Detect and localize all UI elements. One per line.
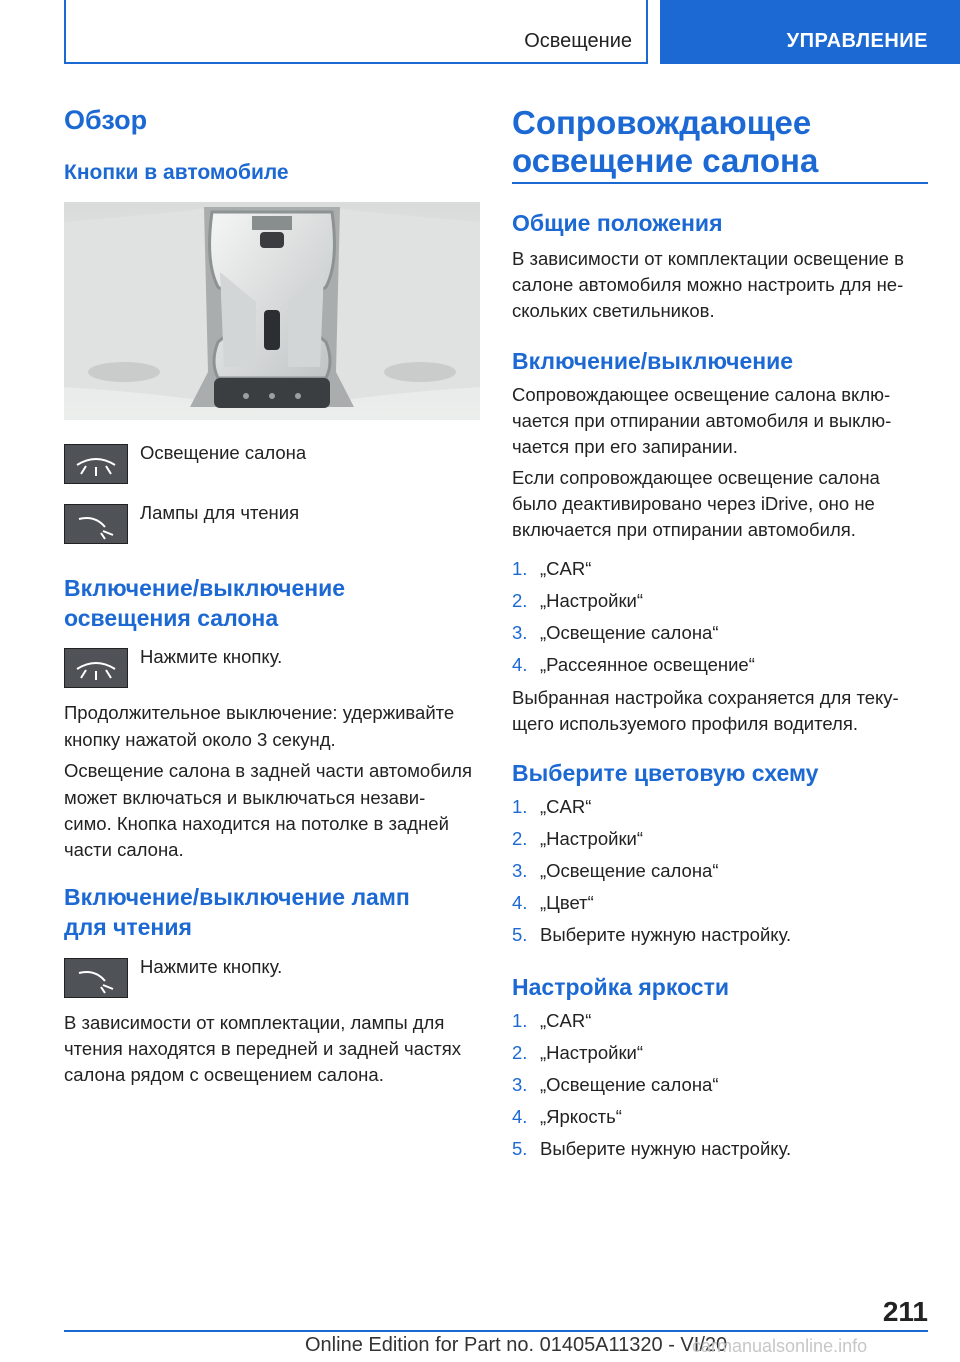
- heading-interior-onoff-line2: освещения салона: [64, 605, 279, 631]
- list-number: 4.: [512, 1106, 528, 1127]
- list-text: „CAR“: [540, 796, 592, 817]
- paragraph-line: может включаться и выключаться незави‐: [64, 787, 426, 808]
- list-text: „Настройки“: [540, 1042, 644, 1063]
- press-button-text: Нажмите кнопку.: [140, 956, 283, 977]
- paragraph-line: Освещение салона в задней части автомобиля: [64, 760, 472, 781]
- page-number: 211: [882, 1296, 928, 1327]
- ceiling-console-photo: [64, 202, 480, 420]
- list-number: 2.: [512, 1042, 528, 1063]
- paragraph-line: кнопку нажатой около 3 секунд.: [64, 729, 336, 750]
- header-section-box: [64, 0, 648, 64]
- paragraph-line: симо. Кнопка находится на потолке в задней: [64, 813, 449, 834]
- list-text: „Освещение салона“: [540, 860, 719, 881]
- list-number: 1.: [512, 558, 528, 579]
- list-item: [512, 1136, 791, 1168]
- header-chapter-title: УПРАВЛЕНИЕ: [786, 30, 928, 52]
- list-number: 2.: [512, 828, 528, 849]
- steps-list-color: [512, 794, 791, 954]
- list-text: „CAR“: [540, 558, 592, 579]
- list-item: [512, 890, 791, 922]
- heading-rule: [512, 182, 928, 184]
- reading-light-button-icon: [64, 958, 128, 998]
- list-number: 3.: [512, 1074, 528, 1095]
- paragraph-line: Если сопровождающее освещение салона: [512, 467, 880, 488]
- footer-watermark: carmanualsonline.info: [692, 1336, 868, 1356]
- paragraph-line: В зависимости от комплектации, лампы для: [64, 1012, 445, 1033]
- list-text: Выберите нужную настройку.: [540, 924, 792, 945]
- list-number: 5.: [512, 1138, 528, 1159]
- header-chapter-tab[interactable]: [660, 0, 960, 64]
- footer-edition: Online Edition for Part no. 01405A11320 - VI/20: [305, 1334, 728, 1356]
- ceiling-console-illustration: [64, 202, 480, 420]
- heading-reading-onoff-line1: Включение/выключение ламп: [64, 884, 410, 910]
- list-item: [512, 588, 755, 620]
- list-text: „Яркость“: [540, 1106, 622, 1127]
- list-number: 4.: [512, 892, 528, 913]
- reading-light-button-icon: [64, 504, 128, 544]
- heading-accompanying-light-line1: Сопровождающее: [512, 104, 812, 141]
- paragraph-line: салоне автомобиля можно настроить для не‐: [512, 274, 904, 295]
- list-text: „Цвет“: [540, 892, 594, 913]
- interior-light-button-icon: [64, 444, 128, 484]
- paragraph-line: Сопровождающее освещение салона вклю‐: [512, 384, 891, 405]
- paragraph-line: Выбранная настройка сохраняется для теку‐: [512, 687, 899, 708]
- paragraph-line: чтения находятся в передней и задней частях: [64, 1038, 461, 1059]
- interior-light-button-icon: [64, 648, 128, 688]
- paragraph-line: Продолжительное выключение: удерживайте: [64, 702, 455, 723]
- list-item: [512, 1040, 791, 1072]
- heading-color-scheme: Выберите цветовую схему: [512, 760, 819, 786]
- list-item: [512, 556, 755, 588]
- list-number: 5.: [512, 924, 528, 945]
- paragraph-line: щего используемого профиля водителя.: [512, 713, 858, 734]
- heading-general: Общие положения: [512, 210, 723, 236]
- paragraph-line: включается при отпирании автомобиля.: [512, 519, 856, 540]
- list-text: „Настройки“: [540, 828, 644, 849]
- paragraph-line: части салона.: [64, 839, 184, 860]
- list-text: „CAR“: [540, 1010, 592, 1031]
- list-number: 3.: [512, 622, 528, 643]
- heading-brightness: Настройка яркости: [512, 974, 730, 1000]
- list-text: „Освещение салона“: [540, 622, 719, 643]
- list-item: [512, 1072, 791, 1104]
- heading-accompanying-light-line2: освещение салона: [512, 142, 819, 179]
- list-item: [512, 652, 755, 684]
- list-text: „Настройки“: [540, 590, 644, 611]
- paragraph-line: скольких светильников.: [512, 300, 715, 321]
- footer-rule: [64, 1330, 928, 1332]
- paragraph-line: чается при его запирании.: [512, 436, 738, 457]
- header-section-title: Освещение: [524, 30, 632, 52]
- icon-reading-light-label: Лампы для чтения: [140, 502, 300, 523]
- paragraph-line: чается при отпирании автомобиля и выклю‐: [512, 410, 892, 431]
- heading-onoff: Включение/выключение: [512, 348, 794, 374]
- list-number: 1.: [512, 1010, 528, 1031]
- list-item: [512, 1104, 791, 1136]
- list-text: „Освещение салона“: [540, 1074, 719, 1095]
- paragraph-line: В зависимости от комплектации освещение в: [512, 248, 904, 269]
- list-item: [512, 794, 791, 826]
- paragraph-line: салона рядом с освещением салона.: [64, 1064, 384, 1085]
- list-item: [512, 826, 791, 858]
- icon-interior-light-label: Освещение салона: [140, 442, 307, 463]
- heading-overview: Обзор: [64, 105, 148, 135]
- press-button-text: Нажмите кнопку.: [140, 646, 283, 667]
- list-number: 4.: [512, 654, 528, 675]
- list-item: [512, 620, 755, 652]
- paragraph-line: было деактивировано через iDrive, оно не: [512, 493, 875, 514]
- heading-buttons-in-car: Кнопки в автомобиле: [64, 161, 289, 184]
- list-number: 3.: [512, 860, 528, 881]
- heading-interior-onoff-line1: Включение/выключение: [64, 575, 346, 601]
- list-item: [512, 1008, 791, 1040]
- steps-list-brightness: [512, 1008, 791, 1168]
- list-item: [512, 922, 791, 954]
- list-number: 2.: [512, 590, 528, 611]
- list-number: 1.: [512, 796, 528, 817]
- list-text: „Рассеянное освещение“: [540, 654, 755, 675]
- heading-reading-onoff-line2: для чтения: [64, 914, 192, 940]
- steps-list-ambient: [512, 556, 755, 684]
- list-text: Выберите нужную настройку.: [540, 1138, 792, 1159]
- list-item: [512, 858, 791, 890]
